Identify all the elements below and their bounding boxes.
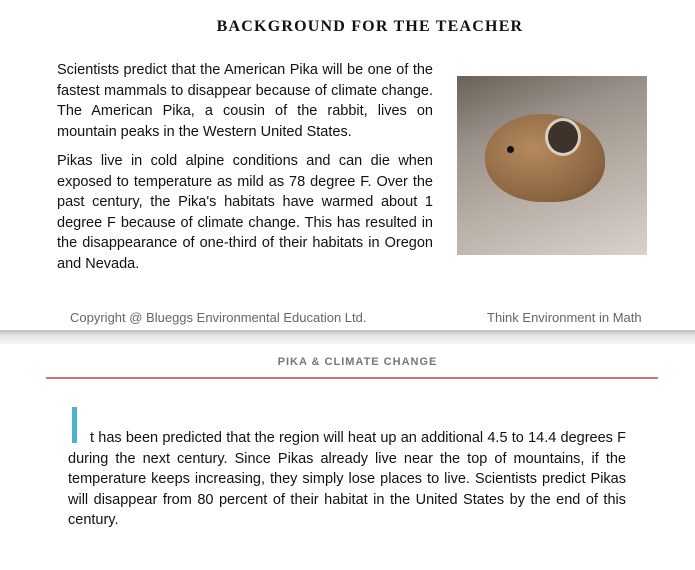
tagline-footer: Think Environment in Math — [487, 310, 642, 325]
intro-text — [57, 60, 433, 283]
copyright-footer: Copyright @ Blueggs Environmental Education Ltd. — [70, 310, 367, 325]
section-rule — [46, 377, 658, 379]
paragraph: Pikas live in cold alpine conditions and can die when exposed to temperature as mild as 78 degree F. Over the past century, the Pika's habitats have warmed about 1 degree F because of climate change. This has resulted in the disappearance of one-third of their habitats in Oregon and Nevada. — [57, 153, 433, 272]
section-title: PIKA & CLIMATE CHANGE — [277, 356, 438, 368]
paragraph: Scientists predict that the American Pika will be one of the fastest mammals to disappear because of climate change. The American Pika, a cousin of the rabbit, lives on mountain peaks in the Western United States. — [57, 62, 433, 140]
pika-photo — [457, 76, 647, 255]
page-separator — [0, 330, 695, 344]
page-title: BACKGROUND FOR THE TEACHER — [216, 18, 524, 35]
section-body: t has been predicted that the region will heat up an additional 4.5 to 14.4 degrees F during the next century. Since Pikas already live near the top of mountains, if the temperature keeps increasing, they simply lose places to live. Scientists predict Pikas will disappear from 80 percent of their habitat in the United States by the end of this century. — [68, 430, 626, 528]
